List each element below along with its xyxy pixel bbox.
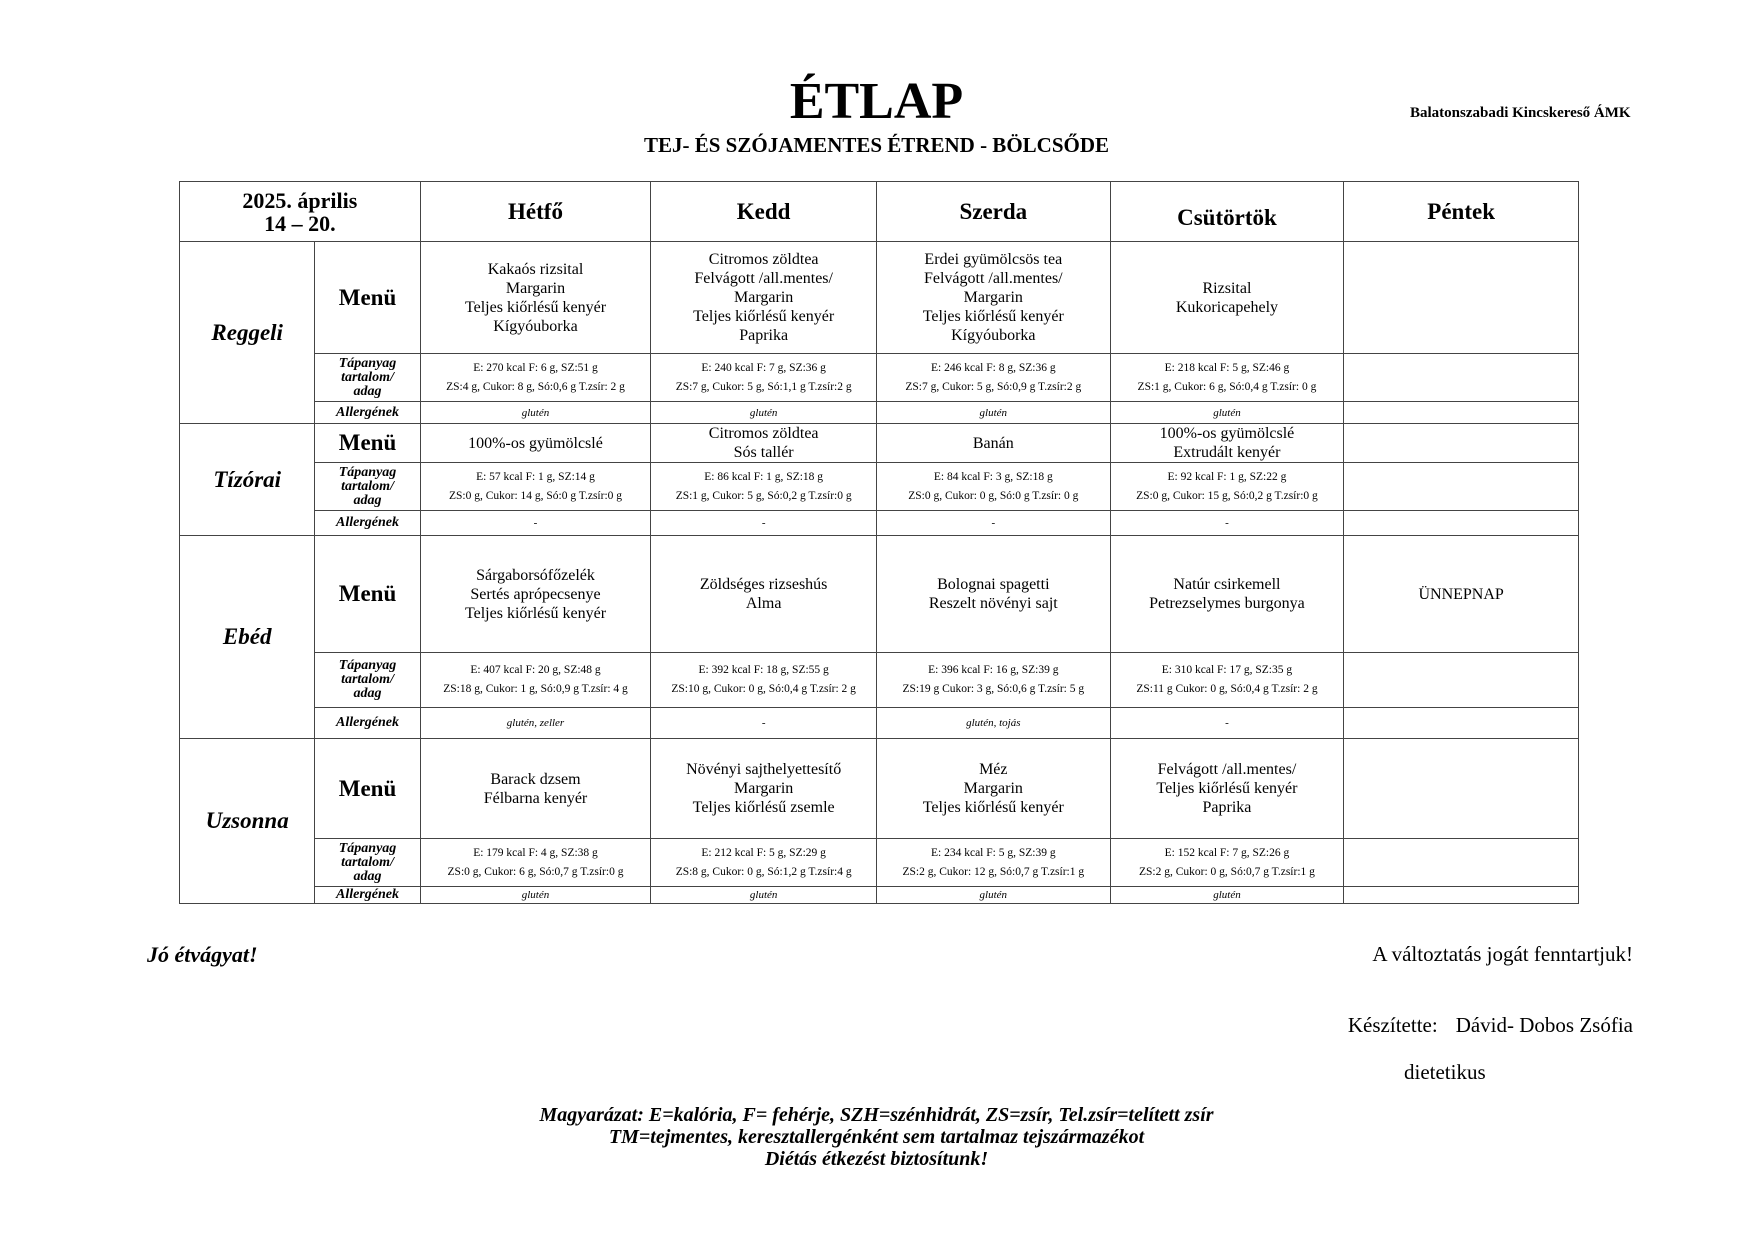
greeting: Jó étvágyat! xyxy=(147,942,258,967)
date-range-cell xyxy=(180,182,421,242)
menu-cell xyxy=(1110,424,1344,463)
nutrition-label-line: Tápanyag xyxy=(338,840,397,856)
nutrition-label-line: tartalom/ xyxy=(341,854,394,870)
nutrition-line: ZS:0 g, Cukor: 0 g, Só:0 g T.zsír: 0 g xyxy=(908,489,1079,502)
allergen-cell: - xyxy=(876,511,1110,536)
legend-line-2: TM=tejmentes, keresztallergénként sem tartalmaz tejszármazékot xyxy=(608,1126,1145,1148)
menu-item: Erdei gyümölcsös tea xyxy=(924,251,1063,268)
nutrition-cell xyxy=(420,354,651,402)
nutrition-line: ZS:7 g, Cukor: 5 g, Só:0,9 g T.zsír:2 g xyxy=(905,380,1082,393)
nutrition-line: ZS:0 g, Cukor: 15 g, Só:0,2 g T.zsír:0 g xyxy=(1136,489,1318,502)
menu-item: Extrudált kenyér xyxy=(1173,444,1281,461)
legend-line-3: Diétás étkezést biztosítunk! xyxy=(764,1148,989,1170)
menu-cell xyxy=(876,242,1110,354)
allergen-cell: glutén xyxy=(651,887,877,904)
menu-label: Menü xyxy=(315,242,420,354)
day-header-thursday: Csütörtök xyxy=(1110,182,1344,242)
menu-cell xyxy=(420,242,651,354)
nutrition-cell xyxy=(876,839,1110,887)
menu-item: Citromos zöldtea xyxy=(708,251,819,268)
nutrition-line: E: 234 kcal F: 5 g, SZ:39 g xyxy=(931,846,1056,859)
nutrition-line: ZS:2 g, Cukor: 12 g, Só:0,7 g T.zsír:1 g xyxy=(902,865,1085,878)
nutrition-line: E: 212 kcal F: 5 g, SZ:29 g xyxy=(701,846,826,859)
allergen-label: Allergének xyxy=(315,887,420,904)
menu-label: Menü xyxy=(315,536,420,653)
menu-item: Teljes kiőrlésű zsemle xyxy=(692,799,835,816)
allergen-cell: - xyxy=(651,511,877,536)
nutrition-cell xyxy=(1344,463,1579,511)
menu-cell xyxy=(1344,739,1579,839)
meal-name: Uzsonna xyxy=(180,739,315,904)
nutrition-line: ZS:10 g, Cukor: 0 g, Só:0,4 g T.zsír: 2 g xyxy=(671,683,856,695)
nutrition-cell xyxy=(1110,354,1344,402)
nutrition-cell xyxy=(1344,354,1579,402)
menu-item: Banán xyxy=(972,434,1014,452)
author-name: Dávid- Dobos Zsófia xyxy=(1455,1013,1633,1037)
disclaimer: A változtatás jogát fenntartjuk! xyxy=(1372,942,1633,966)
author-title: dietetikus xyxy=(1404,1060,1486,1084)
menu-cell xyxy=(651,536,877,653)
nutrition-line: E: 179 kcal F: 4 g, SZ:38 g xyxy=(473,846,598,859)
menu-item: Natúr csirkemell xyxy=(1173,576,1281,593)
nutrition-label-line: Tápanyag xyxy=(338,355,397,371)
meal-allergen-row xyxy=(180,511,1579,536)
nutrition-line: E: 270 kcal F: 6 g, SZ:51 g xyxy=(473,361,598,374)
menu-cell xyxy=(1344,242,1579,354)
day-header-monday: Hétfő xyxy=(420,182,651,242)
menu-item: Sós tallér xyxy=(733,444,794,461)
nutrition-label xyxy=(315,463,420,511)
nutrition-label-line: adag xyxy=(353,383,382,399)
day-header-wednesday: Szerda xyxy=(876,182,1110,242)
nutrition-line: ZS:8 g, Cukor: 0 g, Só:1,2 g T.zsír:4 g xyxy=(675,865,852,878)
nutrition-cell xyxy=(1344,839,1579,887)
holiday-label: ÜNNEPNAP xyxy=(1418,585,1504,603)
nutrition-line: ZS:11 g Cukor: 0 g, Só:0,4 g T.zsír: 2 g xyxy=(1136,683,1318,695)
nutrition-line: E: 407 kcal F: 20 g, SZ:48 g xyxy=(470,664,601,676)
menu-cell xyxy=(651,242,877,354)
allergen-cell: glutén xyxy=(1110,887,1344,904)
nutrition-cell xyxy=(876,463,1110,511)
meal-allergen-row xyxy=(180,402,1579,424)
menu-item: Margarin xyxy=(505,279,566,297)
allergen-cell: - xyxy=(1110,511,1344,536)
page-subtitle: TEJ- ÉS SZÓJAMENTES ÉTREND - BÖLCSŐDE xyxy=(643,133,1110,157)
menu-item: Félbarna kenyér xyxy=(483,789,588,807)
nutrition-cell xyxy=(651,839,877,887)
date-days: 14 – 20. xyxy=(264,210,336,236)
nutrition-line: E: 152 kcal F: 7 g, SZ:26 g xyxy=(1164,846,1290,859)
meal-nutrition-row xyxy=(180,354,1579,402)
nutrition-label xyxy=(315,839,420,887)
date-month: 2025. április xyxy=(242,187,358,213)
day-header-friday: Péntek xyxy=(1344,182,1579,242)
nutrition-line: ZS:1 g, Cukor: 5 g, Só:0,2 g T.zsír:0 g xyxy=(675,489,852,502)
nutrition-cell xyxy=(651,463,877,511)
nutrition-line: E: 392 kcal F: 18 g, SZ:55 g xyxy=(698,664,829,676)
menu-item: Sertés aprópecsenye xyxy=(470,585,601,603)
menu-item: Méz xyxy=(979,761,1008,778)
meal-allergen-row xyxy=(180,708,1579,739)
menu-item: Zöldséges rizseshús xyxy=(699,576,828,593)
nutrition-line: ZS:2 g, Cukor: 0 g, Só:0,7 g T.zsír:1 g xyxy=(1138,865,1315,878)
allergen-cell: glutén xyxy=(876,887,1110,904)
nutrition-label-line: Tápanyag xyxy=(338,658,397,673)
nutrition-line: ZS:18 g, Cukor: 1 g, Só:0,9 g T.zsír: 4 g xyxy=(443,683,628,695)
meal-nutrition-row xyxy=(180,463,1579,511)
menu-item: Rizsital xyxy=(1202,279,1252,297)
meal-nutrition-row xyxy=(180,653,1579,708)
menu-item: Alma xyxy=(745,595,782,612)
menu-label: Menü xyxy=(315,424,420,463)
menu-item: Citromos zöldtea xyxy=(708,425,819,442)
nutrition-cell xyxy=(651,653,877,708)
header-row xyxy=(180,182,1579,242)
nutrition-line: E: 396 kcal F: 16 g, SZ:39 g xyxy=(928,664,1059,676)
meal-menu-row xyxy=(180,242,1579,354)
menu-item: 100%-os gyümölcslé xyxy=(1159,425,1295,442)
menu-item: Teljes kiőrlésű kenyér xyxy=(922,308,1064,325)
nutrition-label xyxy=(315,653,420,708)
menu-item: Teljes kiőrlésű kenyér xyxy=(922,799,1064,816)
menu-cell xyxy=(651,739,877,839)
menu-cell xyxy=(420,424,651,463)
allergen-cell: glutén xyxy=(420,402,651,424)
allergen-cell xyxy=(1344,402,1579,424)
nutrition-cell xyxy=(651,354,877,402)
menu-item: Teljes kiőrlésű kenyér xyxy=(1156,780,1298,797)
allergen-cell: glutén, zeller xyxy=(420,708,651,739)
meal-menu-row xyxy=(180,739,1579,839)
day-header-tuesday: Kedd xyxy=(651,182,877,242)
nutrition-line: E: 57 kcal F: 1 g, SZ:14 g xyxy=(476,470,595,483)
nutrition-cell xyxy=(876,653,1110,708)
allergen-cell: - xyxy=(1110,708,1344,739)
nutrition-line: ZS:4 g, Cukor: 8 g, Só:0,6 g T.zsír: 2 g xyxy=(446,380,625,393)
allergen-cell xyxy=(1344,887,1579,904)
nutrition-line: ZS:0 g, Cukor: 6 g, Só:0,7 g T.zsír:0 g xyxy=(447,865,624,878)
nutrition-line: ZS:7 g, Cukor: 5 g, Só:1,1 g T.zsír:2 g xyxy=(675,380,852,393)
nutrition-line: E: 240 kcal F: 7 g, SZ:36 g xyxy=(701,361,826,374)
nutrition-label-line: adag xyxy=(353,492,382,508)
menu-item: Felvágott /all.mentes/ xyxy=(923,270,1063,287)
menu-cell xyxy=(420,739,651,839)
menu-item: Kakaós rizsital xyxy=(487,260,584,278)
nutrition-cell xyxy=(876,354,1110,402)
menu-cell xyxy=(1344,536,1579,653)
menu-item: Sárgaborsófőzelék xyxy=(476,566,595,584)
author-label: Készítette: xyxy=(1347,1013,1438,1037)
menu-item: Felvágott /all.mentes/ xyxy=(1157,761,1297,778)
menu-item: Kukoricapehely xyxy=(1175,298,1279,316)
menu-item: Reszelt növényi sajt xyxy=(928,595,1058,612)
menu-cell xyxy=(876,424,1110,463)
allergen-label: Allergének xyxy=(315,511,420,536)
nutrition-line: E: 84 kcal F: 3 g, SZ:18 g xyxy=(933,470,1053,483)
menu-item: 100%-os gyümölcslé xyxy=(468,434,603,452)
menu-item: Margarin xyxy=(963,289,1023,306)
nutrition-cell xyxy=(1344,653,1579,708)
menu-cell xyxy=(1110,536,1344,653)
allergen-cell: - xyxy=(420,511,651,536)
meal-allergen-row xyxy=(180,887,1579,904)
meal-nutrition-row xyxy=(180,839,1579,887)
menu-label: Menü xyxy=(315,739,420,839)
legend-line-1: Magyarázat: E=kalória, F= fehérje, SZH=szénhidrát, ZS=zsír, Tel.zsír=telített zsír xyxy=(539,1104,1214,1126)
menu-table xyxy=(179,181,1579,904)
menu-item: Margarin xyxy=(963,780,1023,797)
menu-item: Paprika xyxy=(739,327,789,344)
menu-item: Margarin xyxy=(734,780,794,797)
nutrition-label-line: tartalom/ xyxy=(341,478,394,494)
meal-menu-row xyxy=(180,424,1579,463)
allergen-cell: - xyxy=(651,708,877,739)
page-title: ÉTLAP xyxy=(789,73,964,130)
allergen-cell: glutén xyxy=(1110,402,1344,424)
nutrition-cell xyxy=(1110,653,1344,708)
allergen-label: Allergének xyxy=(315,708,420,739)
author xyxy=(1348,1013,1633,1038)
allergen-cell: glutén xyxy=(420,887,651,904)
menu-cell xyxy=(876,739,1110,839)
menu-item: Bolognai spagetti xyxy=(937,576,1050,593)
menu-cell xyxy=(420,536,651,653)
institution-name: Balatonszabadi Kincskereső ÁMK xyxy=(1410,105,1631,121)
menu-item: Paprika xyxy=(1202,799,1252,816)
menu-cell xyxy=(876,536,1110,653)
meal-name: Reggeli xyxy=(180,242,315,424)
meal-menu-row xyxy=(180,536,1579,653)
menu-cell xyxy=(1110,242,1344,354)
nutrition-cell xyxy=(420,653,651,708)
nutrition-line: E: 246 kcal F: 8 g, SZ:36 g xyxy=(931,361,1056,374)
nutrition-cell xyxy=(1110,839,1344,887)
menu-item: Kígyóuborka xyxy=(951,327,1036,344)
menu-item: Barack dzsem xyxy=(490,770,581,788)
allergen-cell xyxy=(1344,708,1579,739)
menu-cell xyxy=(651,424,877,463)
allergen-cell: glutén xyxy=(651,402,877,424)
legend xyxy=(0,1104,1753,1170)
nutrition-cell xyxy=(1110,463,1344,511)
nutrition-line: E: 92 kcal F: 1 g, SZ:22 g xyxy=(1167,470,1287,483)
nutrition-label xyxy=(315,354,420,402)
menu-item: Teljes kiőrlésű kenyér xyxy=(693,308,835,325)
nutrition-label-line: tartalom/ xyxy=(341,369,394,385)
nutrition-line: ZS:1 g, Cukor: 6 g, Só:0,4 g T.zsír: 0 g xyxy=(1137,380,1317,393)
menu-item: Kígyóuborka xyxy=(493,317,578,335)
nutrition-label-line: Tápanyag xyxy=(338,464,397,480)
menu-item: Margarin xyxy=(734,289,794,306)
nutrition-label-line: tartalom/ xyxy=(341,672,394,687)
nutrition-line: E: 218 kcal F: 5 g, SZ:46 g xyxy=(1164,361,1290,374)
nutrition-line: ZS:0 g, Cukor: 14 g, Só:0 g T.zsír:0 g xyxy=(448,489,623,502)
menu-cell xyxy=(1344,424,1579,463)
menu-item: Felvágott /all.mentes/ xyxy=(694,270,833,287)
nutrition-line: ZS:19 g Cukor: 3 g, Só:0,6 g T.zsír: 5 g xyxy=(902,683,1085,695)
nutrition-label-line: adag xyxy=(353,868,382,884)
allergen-cell: glutén, tojás xyxy=(876,708,1110,739)
menu-cell xyxy=(1110,739,1344,839)
meal-name: Tízórai xyxy=(180,424,315,536)
nutrition-line: E: 86 kcal F: 1 g, SZ:18 g xyxy=(704,470,824,483)
menu-item: Növényi sajthelyettesítő xyxy=(686,761,842,778)
allergen-cell: glutén xyxy=(876,402,1110,424)
menu-body xyxy=(180,242,1579,904)
nutrition-line: E: 310 kcal F: 17 g, SZ:35 g xyxy=(1161,664,1293,676)
nutrition-cell xyxy=(420,839,651,887)
allergen-cell xyxy=(1344,511,1579,536)
meal-name: Ebéd xyxy=(180,536,315,739)
menu-item: Teljes kiőrlésű kenyér xyxy=(464,298,607,316)
menu-item: Teljes kiőrlésű kenyér xyxy=(464,604,607,622)
nutrition-cell xyxy=(420,463,651,511)
allergen-label: Allergének xyxy=(315,402,420,424)
menu-item: Petrezselymes burgonya xyxy=(1149,595,1305,612)
nutrition-label-line: adag xyxy=(353,686,382,701)
